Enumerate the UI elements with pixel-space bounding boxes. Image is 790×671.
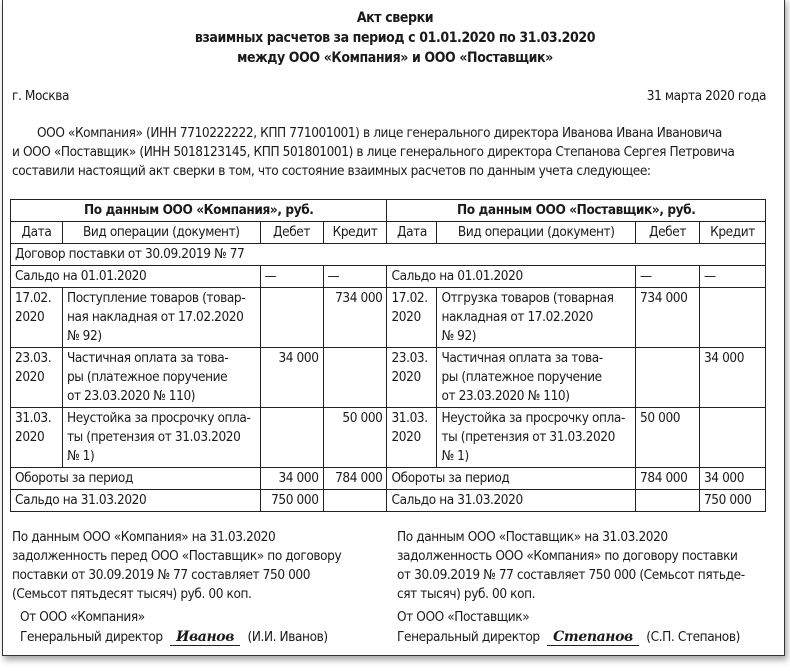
operation-cell: Отгрузка товаров (товарная накладная от 17.02.2020 № 92) [437, 288, 636, 348]
sign-right-from: От ООО «Поставщик» [397, 609, 530, 625]
right-header: По данным ООО «Поставщик», руб. [387, 200, 766, 222]
right-debit: 50 000 [636, 408, 700, 468]
table-row [11, 288, 766, 348]
left-credit [323, 490, 387, 512]
contract-row [11, 244, 766, 266]
opening-balance-row [11, 266, 766, 288]
right-debit [636, 348, 700, 408]
right-credit: — [699, 266, 765, 288]
right-credit [699, 408, 765, 468]
conclusion-right: По данным ООО «Поставщик» на 31.03.2020 задолженность ООО «Компания» по договору поставки от 30.09.2019 № 77 составляет 750 000 (Семьсот пятьде- сят тысяч) руб. 00 коп. [397, 529, 745, 602]
signer-role: Генеральный директор [20, 629, 163, 645]
intro-line: составили настоящий акт сверки в том, что состояние взаимных расчетов по данным учета следующее: [12, 163, 651, 179]
column-header-row [11, 222, 766, 244]
right-debit: — [636, 266, 700, 288]
left-credit [323, 348, 387, 408]
turnover-row [11, 468, 766, 490]
opening-label: Сальдо на 01.01.2020 [11, 266, 261, 288]
operation-cell: Неустойка за просрочку опла- ты (претензия от 31.03.2020 № 1) [437, 408, 636, 468]
left-credit: 784 000 [323, 468, 387, 490]
signer-role: Генеральный директор [397, 629, 540, 645]
closing-balance-row [11, 490, 766, 512]
table-header-row [11, 200, 766, 222]
right-debit [636, 490, 700, 512]
signature-stepanov: Степанов [547, 630, 639, 646]
left-credit: 50 000 [323, 408, 387, 468]
col-credit: Кредит [699, 222, 765, 244]
table-row [11, 408, 766, 468]
sign-left-from: От ООО «Компания» [20, 609, 145, 625]
signature-ivanov: Иванов [170, 630, 240, 646]
col-date: Дата [387, 222, 437, 244]
left-debit: 34 000 [260, 468, 323, 490]
left-debit: — [260, 266, 323, 288]
signer-name: (И.И. Иванов) [247, 629, 328, 645]
intro-line: ООО «Компания» (ИНН 7710222222, КПП 771001001) в лице генерального директора Иванова Ивана Ивановича [37, 125, 722, 141]
left-debit [260, 288, 323, 348]
date-cell: 23.03. 2020 [387, 348, 437, 408]
date-cell: 31.03. 2020 [387, 408, 437, 468]
title-line: между ООО «Компания» и ООО «Поставщик» [237, 50, 553, 66]
left-header: По данным ООО «Компания», руб. [11, 200, 387, 222]
col-credit: Кредит [323, 222, 387, 244]
left-credit: — [323, 266, 387, 288]
document-date: 31 марта 2020 года [646, 88, 766, 104]
signer-name: (С.П. Степанов) [646, 629, 740, 645]
sign-left [20, 628, 328, 647]
operation-cell: Частичная оплата за това- ры (платежное поручение от 23.03.2020 № 110) [437, 348, 636, 408]
turnover-label: Обороты за период [387, 468, 636, 490]
city: г. Москва [12, 88, 70, 104]
date-cell: 17.02. 2020 [11, 288, 63, 348]
turnover-label: Обороты за период [11, 468, 261, 490]
title-line: взаимных расчетов за период с 01.01.2020 по 31.03.2020 [194, 30, 596, 46]
table-row [11, 348, 766, 408]
intro-line: и ООО «Поставщик» (ИНН 5018123145, КПП 501801001) в лице генерального директора Степанова Сергея Петровича [12, 144, 735, 160]
closing-label: Сальдо на 31.03.2020 [387, 490, 636, 512]
date-cell: 17.02. 2020 [387, 288, 437, 348]
operation-cell: Частичная оплата за това- ры (платежное поручение от 23.03.2020 № 110) [62, 348, 260, 408]
left-debit: 34 000 [260, 348, 323, 408]
closing-label: Сальдо на 31.03.2020 [11, 490, 261, 512]
col-debit: Дебет [260, 222, 323, 244]
col-debit: Дебет [636, 222, 700, 244]
operation-cell: Неустойка за просрочку опла- ты (претензия от 31.03.2020 № 1) [62, 408, 260, 468]
date-cell: 31.03. 2020 [11, 408, 63, 468]
right-debit: 734 000 [636, 288, 700, 348]
left-debit [260, 408, 323, 468]
right-credit: 750 000 [699, 490, 765, 512]
right-credit: 34 000 [699, 348, 765, 408]
right-debit: 784 000 [636, 468, 700, 490]
left-debit: 750 000 [260, 490, 323, 512]
col-date: Дата [11, 222, 63, 244]
date-cell: 23.03. 2020 [11, 348, 63, 408]
operation-cell: Поступление товаров (товар- ная накладная от 17.02.2020 № 92) [62, 288, 260, 348]
document-title [0, 8, 790, 68]
right-credit [699, 288, 765, 348]
conclusion-left: По данным ООО «Компания» на 31.03.2020 задолженность перед ООО «Поставщик» по договору поставки от 30.09.2019 № 77 составляет 750 000 (Семьсот пятьдесят тысяч) руб. 00 коп. [12, 529, 342, 602]
col-operation: Вид операции (документ) [62, 222, 260, 244]
opening-label: Сальдо на 01.01.2020 [387, 266, 636, 288]
sign-right [397, 628, 740, 647]
col-operation: Вид операции (документ) [437, 222, 636, 244]
right-credit: 34 000 [699, 468, 765, 490]
reconciliation-table [10, 199, 766, 512]
title-line: Акт сверки [356, 10, 434, 26]
contract-label: Договор поставки от 30.09.2019 № 77 [11, 244, 766, 266]
left-credit: 734 000 [323, 288, 387, 348]
